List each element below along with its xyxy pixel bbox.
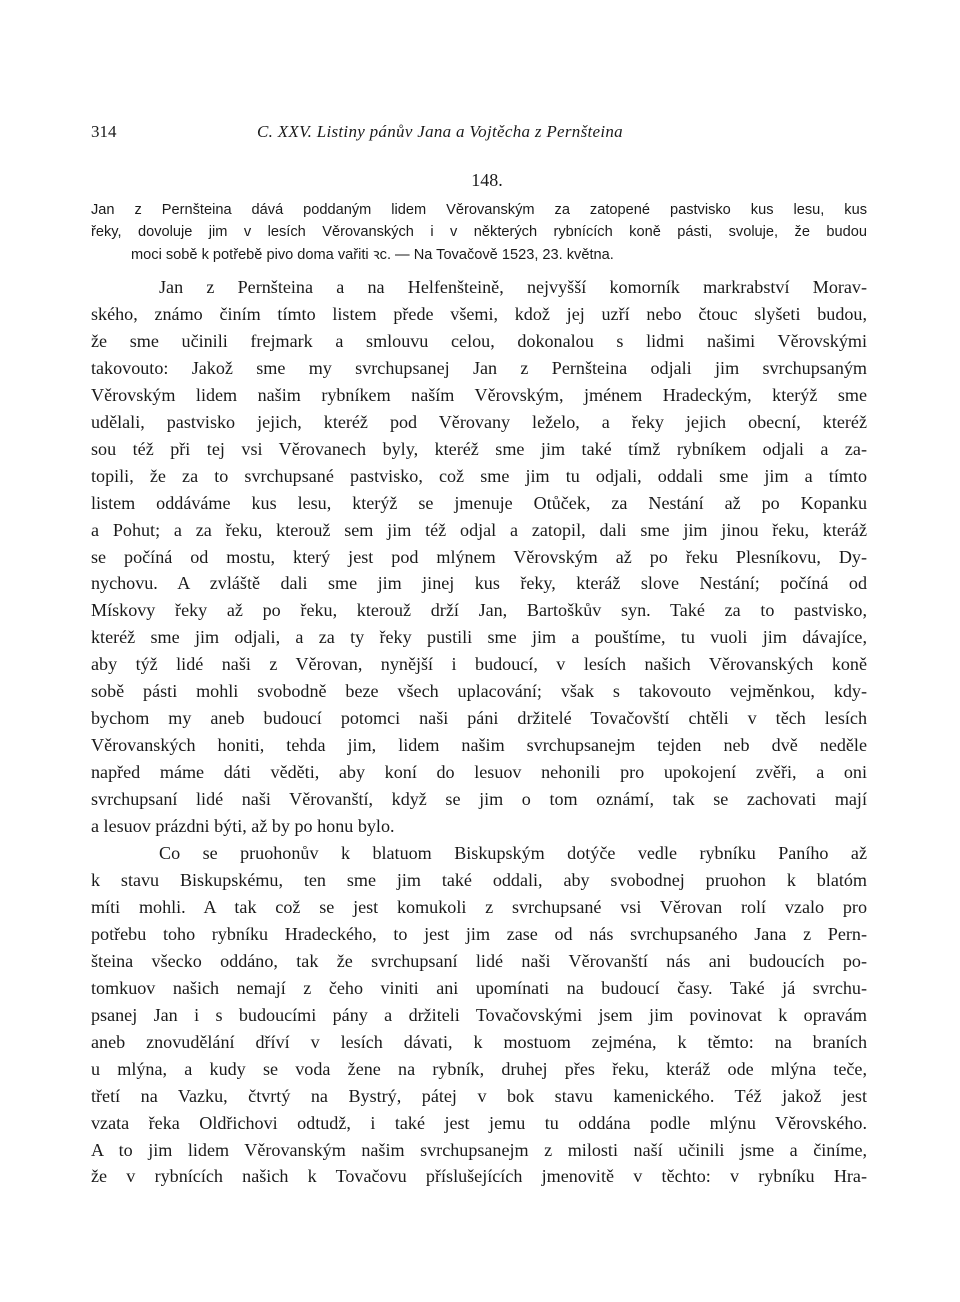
page-number: 314 (91, 122, 117, 141)
paragraph-2 (91, 840, 867, 1190)
text-line: Věrovským lidem našim rybníkem naším Věrovským, jménem Hradeckým, kterýž sme (91, 384, 867, 405)
text-line: ského, známo činím tímto listem přede všemi, kdož jej uzří nebo čtouc slyšeti budou, (91, 303, 867, 324)
text-line: Co se pruohonův k blatuom Biskupským dotýče vedle rybníku Paního až (159, 843, 867, 864)
text-line: potřebu toho rybníku Hradeckého, to jest jim zase od nás svrchupsaného Jana z Pern- (91, 923, 867, 944)
text-line: napřed máme dáti věděti, aby koní do lesuov nehonili pro upokojení zvěři, a oni (91, 762, 867, 783)
text-line: topili, že za to svrchupsané pastvisko, což sme jim tu odjali, oddali sme jim a tímto (91, 465, 867, 486)
text-line: sobě pásti mohli svobodně beze všech uplacování; však s takovouto vejměnkou, kdy- (91, 681, 867, 702)
text-line: psanej Jan i s budoucími pány a držiteli Tovačovskými jsem jim povinovat k opravám (91, 1004, 867, 1025)
text-line: k stavu Biskupskému, ten sme jim také oddali, aby svobodnej pruohon k blatóm (91, 869, 867, 890)
text-line: Jan z Pernšteina a na Helfenšteině, nejvyšší komorník markrabství Morav- (159, 277, 867, 297)
paragraph-1 (91, 274, 867, 840)
text-line: udělali, pastvisko jejich, kteréž pod Věrovany leželo, a řeky jejich obecní, kteréž (91, 411, 867, 432)
text-line: bychom my aneb budoucí potomci naši páni držitelé Tovačovští chtěli v těch lesích (91, 708, 867, 729)
text-line: nychovu. A zvláště dali sme jim jinej kus řeky, kteráž slove Nestání; počíná od (91, 573, 867, 594)
running-head (91, 120, 869, 144)
text-line: že v rybnících našich k Tovačovu příslušejících jmenovitě v těchto: v rybníku Hra- (91, 1166, 867, 1187)
document-number: 148. (471, 170, 503, 190)
text-line: u mlýna, a kudy se voda žene na rybník, druhej přes řeku, kteráž ode mlýna teče, (91, 1058, 867, 1079)
text-line: a lesuov prázdni býti, až by po honu bylo. (91, 816, 395, 837)
regest-line: řeky, dovoluje jim v lesích Věrovanských i v některých rybnících koně pásti, svoluje, že budou (91, 224, 867, 241)
text-line: že sme učinili frejmark a smlouvu celou, dokonalou s lidmi našimi Věrovskými (91, 330, 867, 351)
text-line: třetí na Vazku, čtvrtý na Bystrý, pátej v bok stavu kamenického. Též jakož jest (91, 1085, 867, 1106)
text-line: se počíná od mostu, který jest pod mlýnem Věrovským až po řeku Plesníkovu, Dy- (91, 546, 867, 567)
regest-summary (91, 199, 867, 266)
text-line: šteina všecko oddáno, tak že svrchupsaní lidé naši Věrovanští nás ani budoucích po- (91, 950, 867, 971)
document-body (91, 274, 867, 1190)
regest-line: moci sobě k potřebě pivo doma vařiti ꝛc. — Na Tovačově 1523, 23. května. (131, 246, 614, 263)
text-line: sou též při tej vsi Věrovanech byly, kteréž sme jim také tímž rybníkem odjali a za- (91, 438, 867, 459)
text-line: a Pohut; a za řeku, kterouž sem jim též odjal a zatopil, dali sme jim jinou řeku, kteráž (91, 519, 867, 540)
text-line: listem oddáváme kus lesu, kterýž se jmenuje Otůček, za Nestání až po Kopanku (91, 492, 867, 513)
text-line: A to jim lidem Věrovanským našim svrchupsanejm z milosti naší učinili jsme a činíme, (91, 1139, 867, 1160)
text-line: kteréž sme jim odjali, a za ty řeky pustili sme jim a pouštíme, tu vuoli jim dávajíce, (91, 627, 867, 648)
text-line: takovouto: Jakož sme my svrchupsanej Jan z Pernšteina odjali jim svrchupsaným (91, 357, 867, 378)
text-line: aby týž lidé naši z Věrovan, nynější i budoucí, v lesích našich Věrovanských koně (91, 654, 867, 675)
text-line: míti mohli. A tak což se jest komukoli z svrchupsané vsi Věrovan rolí vzalo pro (91, 896, 867, 917)
regest-line: Jan z Pernšteina dává poddaným lidem Věrovanským za zatopené pastvisko kus lesu, kus (91, 202, 867, 218)
text-line: svrchupsaní lidé naši Věrovanští, když se jim o tom oznámí, tak se zachovati mají (91, 789, 867, 810)
text-line: vzata řeka Oldřichovi odtudž, i také jest jemu tu oddána podle mlýnu Věrovského. (91, 1112, 867, 1133)
text-line: Věrovanských honiti, tehda jim, lidem našim svrchupsanejm tejden neb dvě neděle (91, 735, 867, 756)
text-line: tomkuov našich nemají z čeho viniti ani upomínati na budoucí časy. Také já svrchu- (91, 977, 867, 998)
text-line: aneb znovudělání dříví v lesích dávati, k mostuom zejména, k těmto: na braních (91, 1031, 867, 1052)
text-line: Mískovy řeky až po řeku, kterouž drží Jan, Bartoškův syn. Také za to pastvisko, (91, 600, 867, 621)
chapter-title: C. XXV. Listiny pánův Jana a Vojtěcha z Pernšteina (257, 122, 623, 141)
